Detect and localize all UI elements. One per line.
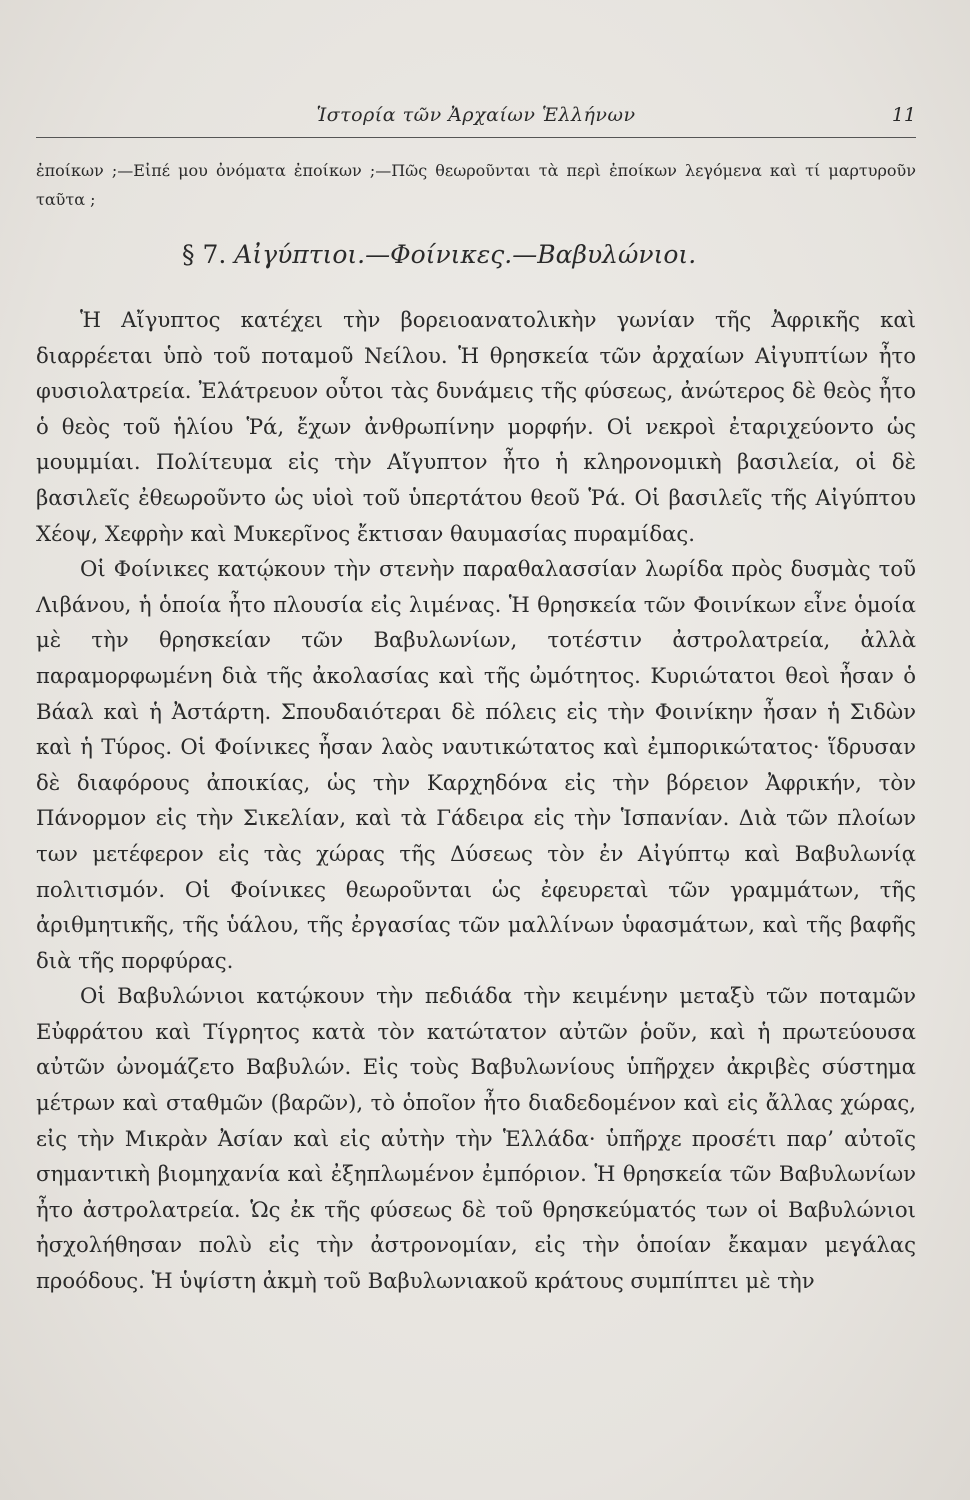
running-header (36, 104, 916, 136)
running-title: Ἱστορία τῶν Ἀρχαίων Ἑλλήνων (316, 104, 636, 126)
section-number: § 7. (182, 240, 227, 269)
section-heading (182, 240, 696, 269)
page-number: 11 (891, 104, 916, 126)
paragraph-phoenicians: Οἱ Φοίνικες κατῴκουν τὴν στενὴν παραθαλασσίαν λωρίδα πρὸς δυσμὰς τοῦ Λιβάνου, ἡ ὁποία ἦτο πλουσία εἰς λιμένας. Ἡ θρησκεία τῶν Φοινίκων εἶνε ὁμοία μὲ τὴν θρησκείαν τῶν Βαβυλωνίων, τοτέστιν ἀστρολατρεία, ἀλλὰ παραμορφωμένη διὰ τῆς ἀκολασίας καὶ τῆς ὠμότητος. Κυριώτατοι θεοὶ ἦσαν ὁ Βάαλ καὶ ἡ Ἀστάρτη. Σπουδαιότεραι δὲ πόλεις εἰς τὴν Φοινίκην ἦσαν ἡ Σιδὼν καὶ ἡ Τύρος. Οἱ Φοίνικες ἦσαν λαὸς ναυτικώτατος καὶ ἐμπορικώτατος· ἵδρυσαν δὲ διαφόρους ἀποικίας, ὡς τὴν Καρχηδόνα εἰς τὴν βόρειον Ἀφρικήν, τὸν Πάνορμον εἰς τὴν Σικελίαν, καὶ τὰ Γάδειρα εἰς τὴν Ἱσπανίαν. Διὰ τῶν πλοίων των μετέφερον εἰς τὰς χώρας τῆς Δύσεως τὸν ἐν Αἰγύπτῳ καὶ Βαβυλωνίᾳ πολιτισμόν. Οἱ Φοίνικες θεωροῦνται ὡς ἐφευρεταὶ τῶν γραμμάτων, τῆς ἀριθμητικῆς, τῆς ὑάλου, τῆς ἐργασίας τῶν μαλλίνων ὑφασμάτων, καὶ τῆς βαφῆς διὰ τῆς πορφύρας. (36, 556, 916, 973)
paragraph-babylonians: Οἱ Βαβυλώνιοι κατῴκουν τὴν πεδιάδα τὴν κειμένην μεταξὺ τῶν ποταμῶν Εὐφράτου καὶ Τίγρητος κατὰ τὸν κατώτατον αὐτῶν ῥοῦν, καὶ ἡ πρωτεύουσα αὐτῶν ὠνομάζετο Βαβυλών. Εἰς τοὺς Βαβυλωνίους ὑπῆρχεν ἀκριβὲς σύστημα μέτρων καὶ σταθμῶν (βαρῶν), τὸ ὁποῖον ἦτο διαδεδομένον καὶ εἰς ἄλλας χώρας, εἰς τὴν Μικρὰν Ἀσίαν καὶ εἰς αὐτὴν τὴν Ἑλλάδα· ὑπῆρχε προσέτι παρ’ αὐτοῖς σημαντικὴ βιομηχανία καὶ ἐξηπλωμένον ἐμπόριον. Ἡ θρησκεία τῶν Βαβυλωνίων ἦτο ἀστρολατρεία. Ὡς ἐκ τῆς φύσεως δὲ τοῦ θρησκεύματός των οἱ Βαβυλώνιοι ἠσχολήθησαν πολὺ εἰς τὴν ἀστρονομίαν, εἰς τὴν ὁποίαν ἔκαμαν μεγάλας προόδους. Ἡ ὑψίστη ἀκμὴ τοῦ Βαβυλωνιακοῦ κράτους συμπίπτει μὲ τὴν (36, 983, 916, 1294)
body-text (36, 302, 916, 1299)
paragraph-egyptians: Ἡ Αἴγυπτος κατέχει τὴν βορειοανατολικὴν γωνίαν τῆς Ἀφρικῆς καὶ διαρρέεται ὑπὸ τοῦ ποταμοῦ Νείλου. Ἡ θρησκεία τῶν ἀρχαίων Αἰγυπτίων ἦτο φυσιολατρεία. Ἐλάτρευον οὗτοι τὰς δυνάμεις τῆς φύσεως, ἀνώτερος δὲ θεὸς ἦτο ὁ θεὸς τοῦ ἡλίου Ῥά, ἔχων ἀνθρωπίνην μορφήν. Οἱ νεκροὶ ἐταριχεύοντο ὡς μουμμίαι. Πολίτευμα εἰς τὴν Αἴγυπτον ἦτο ἡ κληρονομικὴ βασιλεία, οἱ δὲ βασιλεῖς ἐθεωροῦντο ὡς υἱοὶ τοῦ ὑπερτάτου θεοῦ Ῥά. Οἱ βασιλεῖς τῆς Αἰγύπτου Χέοψ, Χεφρὴν καὶ Μυκερῖνος ἔκτισαν θαυμασίας πυραμίδας. (36, 307, 916, 546)
header-rule (36, 137, 916, 138)
section-title: Αἰγύπτιοι.—Φοίνικες.—Βαβυλώνιοι. (234, 240, 697, 269)
review-questions: ἐποίκων ;—Εἰπέ μου ὀνόματα ἐποίκων ;—Πῶς θεωροῦνται τὰ περὶ ἐποίκων λεγόμενα καὶ τί μαρτυροῦν ταῦτα ; (36, 161, 916, 209)
